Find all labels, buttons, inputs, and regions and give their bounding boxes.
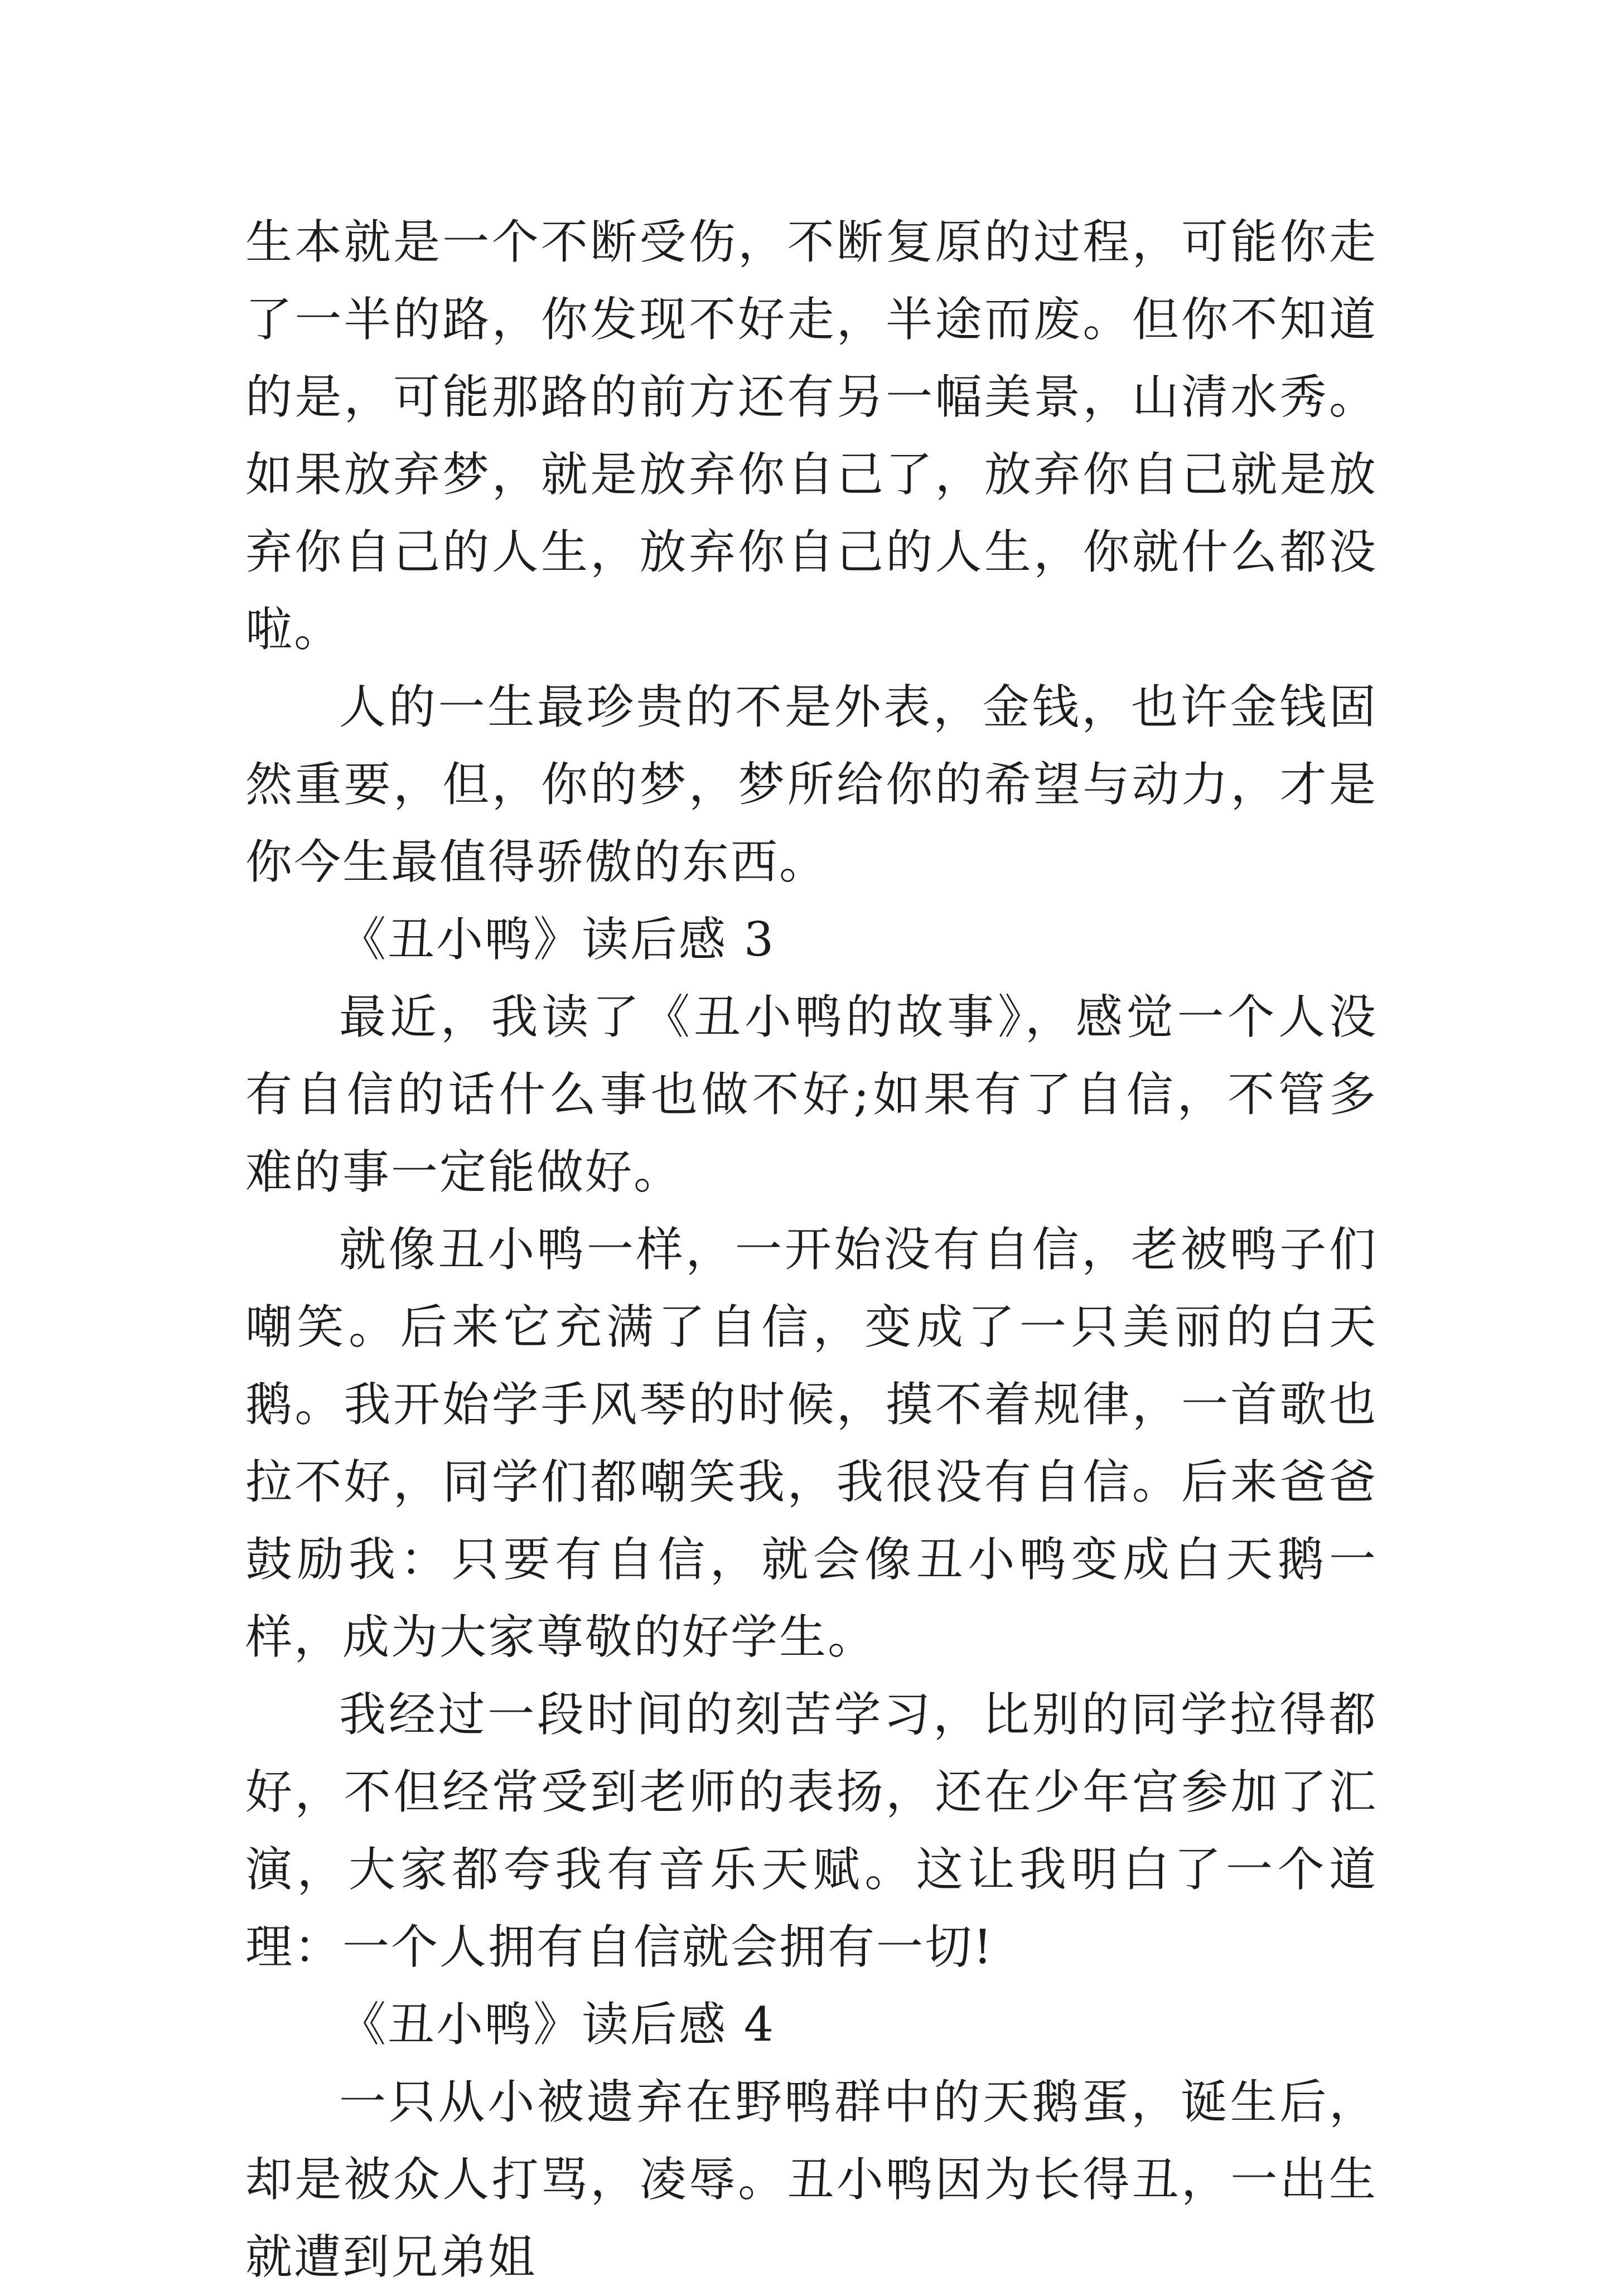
section-heading: 《丑小鸭》读后感 4 — [339, 1997, 776, 2052]
paragraph: 我经过一段时间的刻苦学习，比别的同学拉得都好，不但经常受到老师的表扬，还在少年宫参加了汇演，大家都夸我有音乐天赋。这让我明白了一个道理：一个人拥有自信就会拥有一切! — [245, 1687, 1378, 1974]
paragraph: 一只从小被遗弃在野鸭群中的天鹅蛋，诞生后，却是被众人打骂，凌辱。丑小鸭因为长得丑，一出生就遭到兄弟姐 — [245, 2075, 1378, 2284]
paragraph: 就像丑小鸭一样，一开始没有自信，老被鸭子们嘲笑。后来它充满了自信，变成了一只美丽的白天鹅。我开始学手风琴的时候，摸不着规律，一首歌也拉不好，同学们都嘲笑我，我很没有自信。后来爸爸鼓励我：只要有自信，就会像丑小鸭变成白天鹅一样，成为大家尊敬的好学生。 — [245, 1222, 1378, 1664]
paragraph-continuation: 生本就是一个不断受伤，不断复原的过程，可能你走了一半的路，你发现不好走，半途而废。但你不知道的是，可能那路的前方还有另一幅美景，山清水秀。如果放弃梦，就是放弃你自己了，放弃你自己就是放弃你自己的人生，放弃你自己的人生，你就什么都没啦。 — [245, 215, 1378, 657]
paragraph: 人的一生最珍贵的不是外表，金钱，也许金钱固然重要，但，你的梦，梦所给你的希望与动力，才是你今生最值得骄傲的东西。 — [245, 680, 1378, 889]
article-body — [245, 204, 1378, 2296]
section-heading: 《丑小鸭》读后感 3 — [339, 912, 776, 967]
paragraph: 最近，我读了《丑小鸭的故事》，感觉一个人没有自信的话什么事也做不好;如果有了自信，不管多难的事一定能做好。 — [245, 990, 1378, 1199]
